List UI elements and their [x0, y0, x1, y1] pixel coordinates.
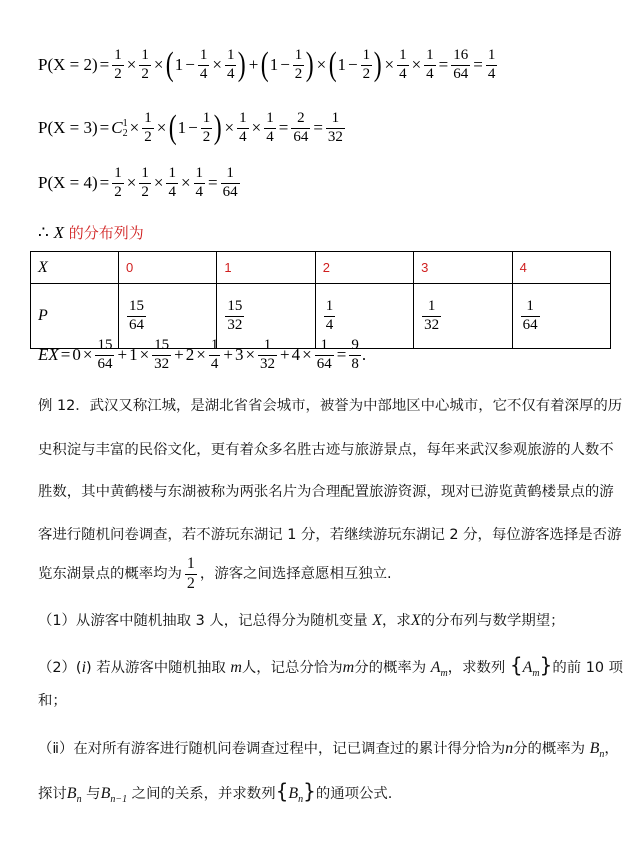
- table-cell: 2: [315, 252, 413, 284]
- table-row: [31, 252, 611, 284]
- table-cell: $\frac{1}{64}$: [512, 284, 610, 349]
- table-cell: 4: [512, 252, 610, 284]
- problem-line-5: 览东湖景点的概率均为 $\frac{1}{2}$ ，游客之间选择意愿相互独立.: [38, 555, 392, 592]
- table-cell: 3: [414, 252, 512, 284]
- problem-line-4: 客进行随机问卷调查，若不游玩东湖记 1 分，若继续游玩东湖记 2 分，每位游客选择是否游: [38, 527, 622, 543]
- question-1: （1）从游客中随机抽取 3 人，记总得分为随机变量 X，求X的分布列与数学期望；: [38, 612, 565, 629]
- expectation-equation: EX = 0 × $\frac{15}{64}$ + 1 × $\frac{15}{32}$ + 2 × $\frac{1}{4}$ + 3 × $\frac{1}{32}$ + 4 × $\frac{1}{64}$ = $\frac{9}{8}$ .: [38, 337, 367, 372]
- problem-line-2: 史积淀与丰富的民俗文化，更有着众多名胜古迹与旅游景点，每年来武汉参观旅游的人数不: [38, 442, 614, 458]
- table-cell: $\frac{15}{32}$: [217, 284, 315, 349]
- table-cell: 0: [119, 252, 217, 284]
- question-2-cont: 和；: [38, 693, 67, 709]
- table-cell: $\frac{15}{64}$: [119, 284, 217, 349]
- distribution-title: ∴ X 的分布列为: [38, 223, 144, 242]
- distribution-table: [30, 251, 611, 349]
- table-cell: 1: [217, 252, 315, 284]
- question-2-ii: （ⅱ）在对所有游客进行随机问卷调查过程中，记已调查过的累计得分恰为n分的概率为 $B_n$，: [38, 740, 619, 760]
- equation-px2: P(X = 2) = $\frac{1}{2}$ × $\frac{1}{2}$ × ( 1 − $\frac{1}{4}$ × $\frac{1}{4}$ ) + ( 1 − $\frac{1}{2}$ ) × ( 1 − $\frac{1}{2}$ ) × $\frac{1}{4}$ × $\frac{1}{4}$ = $\frac{16}{64}$ = $\frac{1}{4}$: [38, 46, 496, 84]
- equation-px3: P(X = 3) = C 1 2 × $\frac{1}{2}$ × ( 1 − $\frac{1}{2}$ ) × $\frac{1}{4}$ × $\frac{1}{4}$ = $\frac{2}{64}$ = $\frac{1}{32}$: [38, 109, 343, 147]
- table-cell: $\frac{1}{32}$: [414, 284, 512, 349]
- lhs: P(X = 2): [38, 55, 98, 75]
- question-2-ii-cont: 探讨$B_n$ 与$B_{n-1}$ 之间的关系，并求数列$\{B_n\}$的通项公式.: [38, 779, 393, 805]
- lhs: P(X = 4): [38, 173, 98, 193]
- problem-line-3: 胜数，其中黄鹤楼与东湖被称为两张名片为合理配置旅游资源，现对已游览黄鹤楼景点的游: [38, 484, 614, 500]
- equation-px4: P(X = 4) = $\frac{1}{2}$ × $\frac{1}{2}$ × $\frac{1}{4}$ × $\frac{1}{4}$ = $\frac{1}{64}$: [38, 165, 238, 200]
- table-header-x: X: [31, 252, 119, 284]
- combination: C 1 2: [111, 117, 128, 139]
- lhs: P(X = 3): [38, 118, 98, 138]
- table-header-p: P: [31, 284, 119, 349]
- problem-line-1: 例 12．武汉又称江城，是湖北省省会城市，被誉为中部地区中心城市，它不仅有着深厚的历: [38, 398, 623, 414]
- table-cell: $\frac{1}{4}$: [315, 284, 413, 349]
- question-2: （2）(i) 若从游客中随机抽取 m人，记总分恰为m分的概率为 $A_m$，求数列 $\{A_m\}$的前 10 项: [38, 653, 624, 679]
